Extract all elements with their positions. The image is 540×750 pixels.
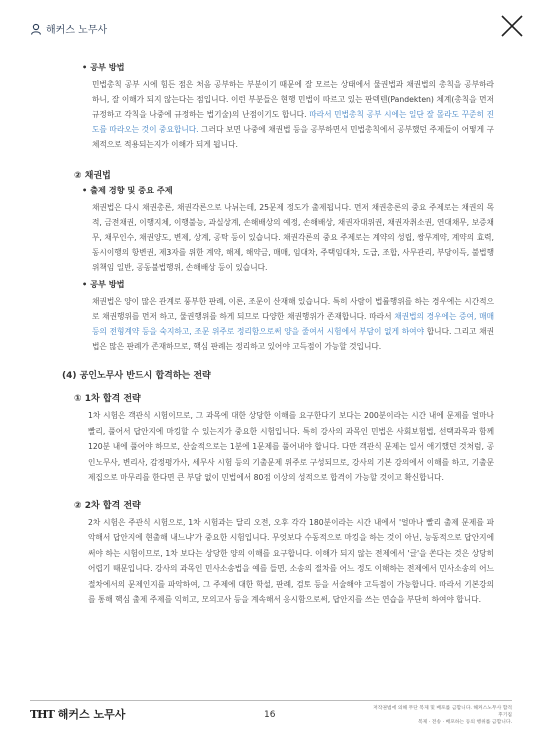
text-span: 채권법은 양이 많은 관계로 풍부한 판례, 이론, 조문이 산재해 있습니다. 특히 사람이 법률행위를 하는 경우에는 시간적으로 채권행위를 먼저 하고, 물권행위를 하게 되므로 다양한 채권행위가 존재합니다. 따라서	[92, 297, 494, 321]
brand[interactable]	[30, 21, 107, 36]
close-icon[interactable]	[498, 12, 526, 40]
footer-logo	[30, 706, 125, 722]
footer-note	[368, 705, 512, 726]
footer-divider	[30, 700, 512, 701]
highlight-text: 따라서 민법총칙 공부 시에는 일단 잘 몰라도 꾸준히 진도를 따라오는 것이 중요합니다.	[92, 110, 494, 134]
top-bar	[0, 0, 540, 58]
first-exam-paragraph: 1차 시험은 객관식 시험이므로, 그 과목에 대한 상당한 이해를 요구한다기 보다는 200분이라는 시간 내에 문제를 얼마나 빨리, 풀어서 답안지에 마킹할 수 있는지가 중요한 시험입니다. 특히 강사의 과목인 민법은 사회보험법, 선택과목과 함께 120분 내에 풀어야 하므로, 산술적으로는 1분에 1문제를 풀어내야 합니다. 다만 객관식 문제는 일서 애기했던 것처럼, 공인노무사, 변리사, 감정평가사, 세무사 시험 등의 기출문제 위주로 구성되므로, 강사의 기본 강의에서 이해를 하고, 기출문제집으로 마무리를 한다면 큰 부담 없이 민법에서 80점 이상의 성적으로 합격이 가능할 것이고 확신합니다.	[88, 411, 494, 482]
second-exam-paragraph: 2차 시험은 주관식 시험으로, 1차 시험과는 달리 오전, 오후 각각 180분이라는 시간 내에서 '얼마나 빨리 출제 문제를 파악해서 답안지에 현출해 내느냐'가 중요한 시험입니다. 무엇보다 수동적으로 마킹을 하는 것이 아닌, 능동적으로 답안지에 써야 하는 시험이므로, 1차 보다는 상당한 양의 이해를 요구합니다. 이해가 되지 않는 전제에서 '글'을 쏜다는 것은 상당히 어렵기 때문입니다. 강사의 과목인 민사소송법을 예를 들면, 소송의 절차를 어느 정도 이해하는 전제에서 민사소송의 어느 절차에서의 문제인지를 파악하여, 그 주제에 대한 학설, 판례, 검토 등을 서술해야 고득점이 가능합니다. 따라서 기본강의를 통해 핵심 출제 주제를 익히고, 모의고사 등을 계속해서 응시함으로써, 답안지를 쓰는 연습을 부단히 하여야 합니다.	[88, 517, 494, 604]
debt-law-heading: ② 채권법	[74, 171, 111, 181]
debt-method-paragraph	[92, 294, 494, 354]
footer-note-line: 복제 · 전송 · 배포하는 등의 행위를 금합니다.	[417, 720, 512, 725]
brand-label: 해커스 노무사	[46, 25, 108, 36]
text-span: 민법총칙 공부 시에 힘든 점은 처음 공부하는 부분이기 때문에 잘 모르는 상태에서 물권법과 채권법의 총칙을 공부하라 하니, 잘 이해가 되지 않는다는 점입니다. 이런 부분들은 현행 민법이 따르고 있는 판덱텐(Pandekten) 체계(총칙을 먼저 규정하고 각칙을 나중에 규정하는 법기술)의 난점이기도 합니다.	[92, 80, 494, 119]
footer-logo-text: 해커스 노무사	[57, 708, 126, 721]
text-span: 합니다. 그리고 채권법은 많은 판례가 존재하므로, 핵심 판례는 정리하고 있어야 고득점이 가능할 것입니다.	[92, 327, 494, 351]
second-exam-heading: ② 2차 합격 전략	[74, 500, 141, 511]
trend-heading: • 출제 경향 및 중요 주제	[82, 185, 173, 195]
page-number: 16	[264, 710, 276, 720]
footer-note-line: 저작권법에 의해 무단 복제 및 배포를 금합니다. 해커스노무사 합격 후기집	[373, 706, 512, 718]
text-span: 그러다 보면 나중에 채권법 등을 공부하면서 민법총칙에서 공부했던 주제들이 어떻게 구체적으로 적용되는지가 이해가 되게 됩니다.	[92, 125, 494, 149]
first-exam-heading: ① 1차 합격 전략	[74, 394, 141, 404]
strategy-heading: (4) 공인노무사 반드시 합격하는 전략	[62, 371, 211, 381]
highlight-text: 채권법의 경우에는 증여, 매매 등의 전형계약 등을 숙지하고, 조문 위주로 정리함으로써 양을 줄여서 시험에서 부담이 없게 하여야	[92, 312, 494, 336]
document-body	[62, 62, 494, 608]
debt-method-heading: • 공부 방법	[82, 279, 125, 289]
study-method-heading: • 공부 방법	[82, 62, 125, 72]
footer-logo-mark: THT	[30, 707, 54, 721]
trend-paragraph: 채권법은 다시 채권총론, 채권각론으로 나뉘는데, 25문제 정도가 출제됩니다. 먼저 채권총론의 중요 주제로는 채권의 목적, 금전채권, 이행지체, 이행불능, 과실상계, 손해배상의 예정, 손해배상, 채권자대위권, 채권자취소권, 연대채무, 보증채무, 채무인수, 채권양도, 변제, 상계, 공탁 등이 있습니다. 채권각론의 중요 주제로는 계약의 성립, 쌍무계약, 계약의 효력, 동시이행의 항변권, 제3자를 위한 계약, 해제, 해약금, 매매, 임대차, 주택임대차, 도급, 조합, 사무관리, 부당이득, 불법행위책임 일반, 공동불법행위, 손해배상 등이 있습니다.	[92, 203, 494, 272]
person-logo-icon	[30, 23, 42, 35]
study-method-paragraph	[92, 77, 494, 152]
